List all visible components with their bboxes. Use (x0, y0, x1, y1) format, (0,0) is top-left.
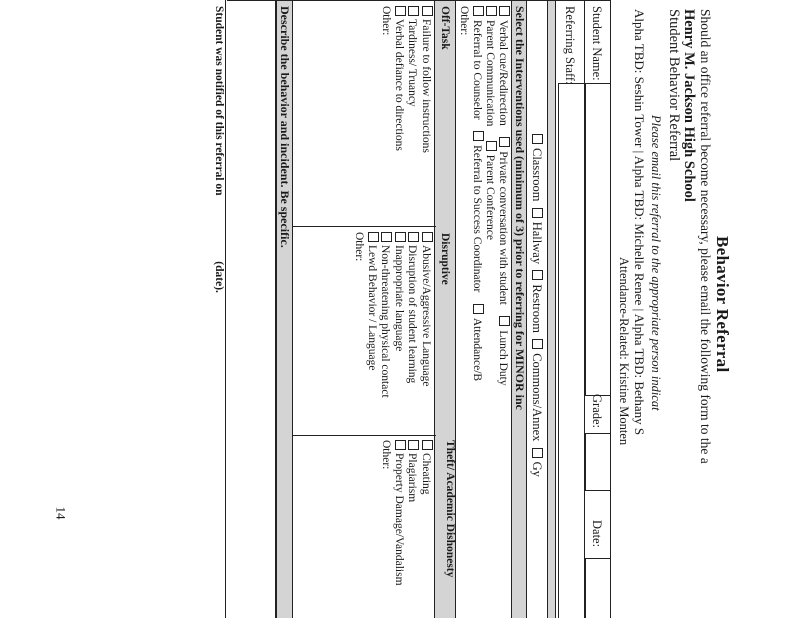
checkbox[interactable] (408, 6, 419, 16)
offtask-item-3[interactable]: Verbal defiance to directions (392, 6, 406, 224)
disruptive-column (352, 232, 433, 432)
offtask-item-1[interactable]: Failure to follow instructions (419, 6, 433, 224)
interventions-other-label: Other: (458, 6, 470, 36)
location-row (529, 134, 544, 477)
category-disruptive-heading: Disruptive (439, 233, 451, 285)
checkbox[interactable] (499, 316, 510, 326)
column-divider-2 (293, 435, 436, 436)
interventions-heading: Select the Interventions used (minimum of 3) prior to referring for MINOR inc (513, 6, 527, 410)
description-textarea[interactable] (225, 0, 277, 618)
disruptive-item-3[interactable]: Inappropriate language (392, 232, 406, 432)
theft-item-1[interactable]: Cheating (419, 440, 433, 615)
category-theft-heading: Theft/ Academic Dishonesty (444, 440, 456, 578)
checkbox[interactable] (408, 232, 419, 242)
checkbox[interactable] (532, 134, 543, 144)
offtask-item-2[interactable]: Tardiness/ Truancy (406, 6, 420, 224)
checkbox[interactable] (473, 131, 484, 141)
intervention-verbal-cue[interactable]: Verbal cue/Redirection (497, 6, 509, 126)
checkbox[interactable] (395, 440, 406, 450)
date-field[interactable] (585, 558, 610, 618)
interventions-row-1 (497, 6, 510, 386)
checkbox[interactable] (422, 232, 433, 242)
referral-form (207, 0, 732, 618)
checkbox[interactable] (532, 208, 543, 218)
checkbox[interactable] (499, 137, 510, 147)
notification-line (213, 6, 225, 293)
checkbox[interactable] (422, 6, 433, 16)
email-note: Please email this referral to the appropriate person indicat (649, 115, 663, 411)
checkbox[interactable] (422, 440, 433, 450)
section-bar-1 (547, 0, 556, 618)
checkbox[interactable] (532, 270, 543, 280)
intervention-attendance[interactable]: Attendance/B (471, 304, 483, 381)
disruptive-item-4[interactable]: Non-threatening physical contact (379, 232, 393, 432)
checkbox[interactable] (368, 232, 379, 242)
disruptive-item-5[interactable]: Lewd Behavior / Language (365, 232, 379, 432)
checkbox[interactable] (473, 6, 484, 16)
checkbox[interactable] (473, 304, 484, 314)
interventions-row-3 (471, 6, 484, 381)
disruptive-item-1[interactable]: Abusive/Aggressive Language (419, 232, 433, 432)
checkbox[interactable] (532, 339, 543, 349)
location-restroom[interactable]: Restroom (530, 270, 544, 333)
disruptive-other-label: Other: (353, 232, 366, 262)
location-commons[interactable]: Commons/Annex (530, 339, 544, 441)
theft-other-label: Other: (380, 440, 393, 470)
checkbox[interactable] (486, 6, 497, 16)
grade-field[interactable] (585, 433, 610, 491)
notification-suffix: (date). (213, 261, 225, 293)
offtask-column (380, 6, 433, 224)
checkbox[interactable] (408, 440, 419, 450)
location-classroom[interactable]: Classroom (530, 134, 544, 201)
describe-label: Describe the behavior and incident. Be specific. (278, 6, 292, 248)
school-name: Henry M. Jackson High School (681, 9, 697, 202)
form-title: Behavior Referral (713, 236, 732, 373)
intervention-referral-counselor[interactable]: Referral to Counselor (471, 6, 483, 120)
date-label: Date: (590, 520, 604, 548)
referring-staff-field[interactable] (558, 83, 584, 618)
student-name-label: Student Name: (590, 6, 604, 81)
checkbox[interactable] (395, 232, 406, 242)
attendance-contact: Attendance-Related: Kristine Monten (617, 257, 631, 446)
grid-mid-line (584, 0, 585, 618)
location-gym[interactable]: Gy (530, 448, 544, 477)
location-hallway[interactable]: Hallway (530, 208, 544, 264)
intervention-private-conversation[interactable]: Private conversation with student (497, 137, 509, 305)
checkbox[interactable] (381, 232, 392, 242)
theft-item-3[interactable]: Property Damage/Vandalism (392, 440, 406, 615)
intervention-lunch-duty[interactable]: Lunch Duty (497, 316, 509, 385)
checkbox[interactable] (532, 448, 543, 458)
interventions-row-2 (484, 6, 497, 240)
offtask-other-label: Other: (380, 6, 393, 36)
notification-prefix: Student was notified of this referral on (213, 6, 225, 196)
page-number: 14 (53, 506, 69, 520)
checkbox[interactable] (499, 6, 510, 16)
checkbox[interactable] (486, 141, 497, 151)
grid-top-line (610, 0, 611, 618)
intervention-referral-success[interactable]: Referral to Success Coordinator (471, 131, 483, 292)
referring-staff-label: Referring Staff: (563, 6, 577, 85)
form-name: Student Behavior Referral (666, 9, 682, 162)
student-name-field[interactable] (585, 83, 610, 396)
grade-label: Grade: (590, 394, 604, 429)
intervention-parent-conference[interactable]: Parent Conference (484, 141, 496, 240)
intro-text: Should an office referral become necessary, please email the following form to the a (698, 9, 713, 464)
theft-item-2[interactable]: Plagiarism (406, 440, 420, 615)
disruptive-item-2[interactable]: Disruption of student learning (406, 232, 420, 432)
theft-column (380, 440, 433, 615)
staff-contacts: Alpha TBD: Seshin Tower | Alpha TBD: Michelle Renee | Alpha TBD: Bethany S (632, 9, 647, 436)
form-left-border (227, 0, 611, 1)
checkbox[interactable] (395, 6, 406, 16)
column-divider-1 (293, 226, 436, 227)
intervention-parent-communication[interactable]: Parent Communication (484, 6, 496, 126)
category-offtask-heading: Off-Task (439, 6, 451, 50)
